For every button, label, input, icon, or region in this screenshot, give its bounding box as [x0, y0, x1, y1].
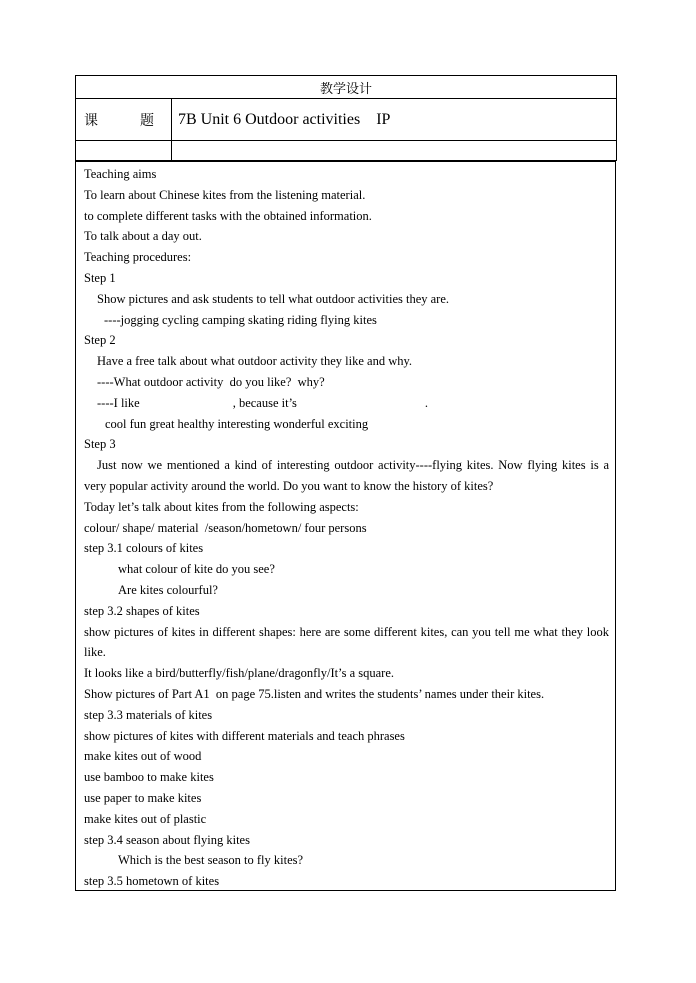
- document-title: 教学设计: [76, 76, 617, 99]
- step-3-2-part-a1: Show pictures of Part A1 on page 75.listen and writes the students’ names under their kites.: [84, 686, 545, 701]
- step-3-heading: Step 3: [84, 437, 116, 452]
- blank-row: [76, 141, 617, 161]
- phrase-bamboo: use bamboo to make kites: [84, 770, 214, 785]
- topic-label-char-1: 课: [84, 113, 98, 129]
- step-2-text: Have a free talk about what outdoor activity they like and why.: [97, 354, 413, 369]
- lesson-content: [76, 162, 615, 892]
- answer-part-1: ----I like: [97, 395, 140, 410]
- answer-part-3: .: [424, 395, 429, 410]
- phrase-wood: make kites out of wood: [84, 749, 202, 764]
- title-row: [76, 76, 617, 99]
- aim-3: To talk about a day out.: [84, 229, 202, 244]
- step-2-answer: [84, 393, 609, 414]
- topic-value: 7B Unit 6 Outdoor activities IP: [172, 99, 617, 141]
- step-1-text: Show pictures and ask students to tell what outdoor activities they are.: [97, 291, 450, 306]
- topic-label-char-2: 题: [140, 113, 154, 129]
- topic-row: [76, 99, 617, 141]
- phrase-plastic: make kites out of plastic: [84, 811, 207, 826]
- step-3-intro: Just now we mentioned a kind of interesting outdoor activity----flying kites. Now flying kites is a very popular activity around the world. Do you want to know the history of kites?: [84, 458, 609, 493]
- lesson-plan-header: [75, 75, 616, 161]
- step-3-aspects: colour/ shape/ material /season/hometown/ four persons: [84, 520, 367, 535]
- teaching-aims-heading: Teaching aims: [84, 167, 157, 181]
- step-1-activities: ----jogging cycling camping skating riding flying kites: [104, 312, 377, 327]
- phrase-paper: use paper to make kites: [84, 790, 202, 805]
- step-3-2-heading: step 3.2 shapes of kites: [84, 603, 200, 618]
- step-3-1-question-2: Are kites colourful?: [118, 582, 218, 597]
- step-3-4-heading: step 3.4 season about flying kites: [84, 832, 250, 847]
- step-1-heading: Step 1: [84, 270, 116, 285]
- step-2-heading: Step 2: [84, 333, 116, 348]
- procedures-heading: Teaching procedures:: [84, 250, 192, 265]
- lesson-body: [75, 161, 616, 891]
- aim-1: To learn about Chinese kites from the listening material.: [84, 187, 366, 202]
- step-3-5-heading: step 3.5 hometown of kites: [84, 874, 220, 889]
- aim-2: to complete different tasks with the obtained information.: [84, 208, 372, 223]
- step-3-3-text: show pictures of kites with different materials and teach phrases: [84, 728, 405, 743]
- step-3-2-shapes: It looks like a bird/butterfly/fish/plane/dragonfly/It’s a square.: [84, 666, 394, 681]
- answer-part-2: , because it’s: [232, 395, 297, 410]
- blank-cell-left: [76, 141, 172, 161]
- step-2-adjectives: cool fun great healthy interesting wonderful exciting: [105, 416, 369, 431]
- step-3-1-heading: step 3.1 colours of kites: [84, 541, 204, 556]
- topic-label: [76, 99, 172, 141]
- step-3-4-question: Which is the best season to fly kites?: [118, 853, 304, 868]
- step-2-question: ----What outdoor activity do you like? why?: [97, 374, 325, 389]
- header-table: [75, 75, 617, 161]
- step-3-aspects-intro: Today let’s talk about kites from the following aspects:: [84, 499, 359, 514]
- step-3-1-question-1: what colour of kite do you see?: [118, 562, 275, 577]
- step-3-2-text: show pictures of kites in different shapes: here are some different kites, can you tell me what they look like.: [84, 624, 609, 660]
- blank-cell-right: [172, 141, 617, 161]
- step-3-3-heading: step 3.3 materials of kites: [84, 707, 213, 722]
